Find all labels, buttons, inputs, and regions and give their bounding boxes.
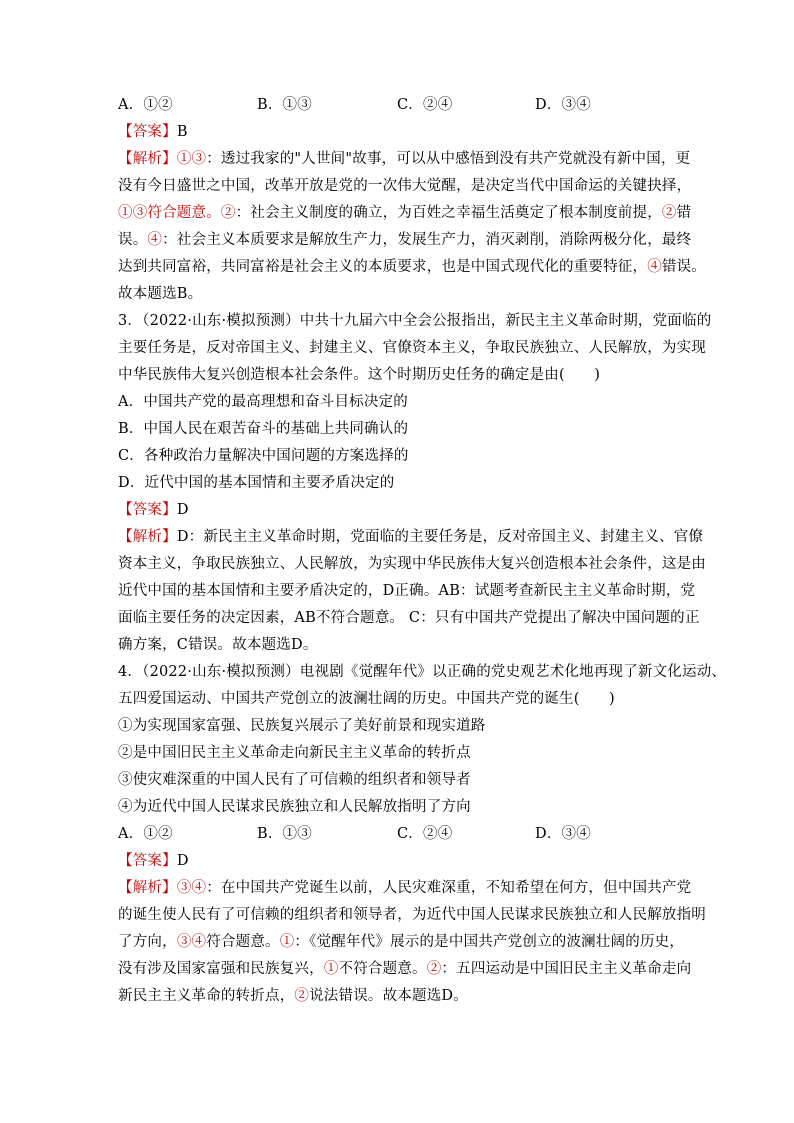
- answer-value: D: [176, 502, 189, 518]
- highlight-run: ②: [294, 988, 310, 1004]
- text-run: 没有涉及国家富强和民族复兴，: [118, 961, 324, 977]
- analysis-line: [118, 902, 706, 929]
- q3-stem-line: 3．（2022·山东·模拟预测）中共十九届六中全会公报指出，新民主主义革命时期，党面临的: [118, 313, 712, 329]
- q4-analysis: [118, 875, 706, 1010]
- q3-answer: [118, 497, 678, 524]
- text-run: 错: [676, 205, 692, 221]
- analysis-line: [118, 227, 692, 254]
- text-run: 近代中国的基本国情和主要矛盾决定的，D正确。AB：试题考查新民主主义革命时期，党: [118, 583, 696, 599]
- highlight-run: ①③符合题意。: [118, 205, 221, 221]
- text-run: 新民主主义革命的转折点，: [118, 988, 295, 1004]
- analysis-line: [118, 956, 692, 983]
- q2-analysis: [118, 146, 707, 308]
- q4-option-a: A．①②: [118, 826, 173, 842]
- analysis-line: [118, 254, 707, 281]
- text-run: 不符合题意。: [338, 961, 427, 977]
- text-run: ：社会主义本质要求是解放生产力，发展生产力，消灭剥削，消除两极分化，最终: [162, 232, 692, 248]
- text-run: ：在中国共产党诞生以前，人民灾难深重，不知希望在何方，但中国共产党: [206, 880, 692, 896]
- q2-answer: [118, 119, 678, 146]
- analysis-line: [118, 983, 678, 1010]
- text-run: ：《觉醒年代》展示的是中国共产党创立的波澜壮阔的历史，: [294, 934, 685, 950]
- analysis-line: [118, 578, 696, 605]
- text-run: D：新民主主义革命时期，党面临的主要任务是，反对帝国主义、封建主义、官僚: [176, 529, 704, 545]
- highlight-run: ②: [220, 205, 236, 221]
- q4-options-row: [118, 821, 678, 848]
- text-run: 误。: [118, 232, 148, 248]
- q4-item-2: ②是中国旧民主主义革命走向新民主主义革命的转折点: [118, 745, 471, 761]
- highlight-run: ①: [279, 934, 295, 950]
- q3-stem-line: 中华民族伟大复兴创造根本社会条件。这个时期历史任务的确定是由( ): [118, 367, 601, 383]
- q4-option-b: B．①③: [257, 826, 312, 842]
- q3-analysis: [118, 524, 706, 659]
- q3-stem-line: 主要任务是，反对帝国主义、封建主义、官僚资本主义，争取民族独立、人民解放，为实现: [118, 340, 706, 356]
- answer-label: 【答案】: [118, 124, 177, 140]
- q2-option-b: B．①③: [257, 97, 312, 113]
- answer-value: B: [176, 124, 188, 140]
- analysis-line: [118, 173, 692, 200]
- analysis-line: [118, 632, 678, 659]
- analysis-label: 【解析】: [118, 880, 177, 896]
- q4-answer: [118, 848, 678, 875]
- q2-option-c: C．②④: [397, 97, 453, 113]
- analysis-line: [118, 200, 692, 227]
- highlight-run: ①: [323, 961, 339, 977]
- analysis-line: [118, 146, 691, 173]
- analysis-line: [118, 524, 704, 551]
- text-run: ：社会主义制度的确立，为百姓之幸福生活奠定了根本制度前提，: [235, 205, 662, 221]
- analysis-line: [118, 875, 692, 902]
- q2-options-row: [118, 92, 678, 119]
- text-run: 符合题意。: [206, 934, 280, 950]
- text-run: 面临主要任务的决定因素，AB不符合题意。 C：只有中国共产党提出了解决中国问题的正: [118, 610, 700, 626]
- q3-choice-c: C．各种政治力量解决中国问题的方案选择的: [118, 448, 409, 464]
- q3-choice-d: D．近代中国的基本国情和主要矛盾决定的: [118, 475, 395, 491]
- analysis-line: [118, 551, 706, 578]
- q4-stem-line: 五四爱国运动、中国共产党创立的波澜壮阔的历史。中国共产党的诞生( ): [118, 691, 615, 707]
- analysis-line: [118, 281, 678, 308]
- q3-choice-b: B．中国人民在艰苦奋斗的基础上共同确认的: [118, 421, 409, 437]
- highlight-run: ③④: [176, 880, 207, 896]
- answer-label: 【答案】: [118, 502, 177, 518]
- analysis-line: [118, 929, 685, 956]
- highlight-run: ③④: [176, 934, 207, 950]
- q4-option-d: D．③④: [535, 826, 591, 842]
- analysis-label: 【解析】: [118, 151, 177, 167]
- text-run: 的诞生使人民有了可信赖的组织者和领导者，为近代中国人民谋求民族独立和人民解放指明: [118, 907, 706, 923]
- highlight-run: ②: [426, 961, 442, 977]
- highlight-run: ④: [147, 232, 163, 248]
- q4-stem-line: 4．（2022·山东·模拟预测）电视剧《觉醒年代》以正确的党史观艺术化地再现了新文化运动、: [118, 664, 727, 680]
- q2-option-a: A．①②: [118, 97, 173, 113]
- analysis-label: 【解析】: [118, 529, 177, 545]
- analysis-line: [118, 605, 700, 632]
- text-run: 说法错误。故本题选D。: [309, 988, 468, 1004]
- q3-choice-a: A．中国共产党的最高理想和奋斗目标决定的: [118, 394, 408, 410]
- text-run: 错误。: [661, 259, 707, 275]
- text-run: ：透过我家的"人世间"故事，可以从中感悟到没有共产党就没有新中国，更: [206, 151, 691, 167]
- text-run: 了方向，: [118, 934, 177, 950]
- q4-item-3: ③使灾难深重的中国人民有了可信赖的组织者和领导者: [118, 772, 471, 788]
- q4-item-1: ①为实现国家富强、民族复兴展示了美好前景和现实道路: [118, 718, 486, 734]
- text-run: 确方案，C错误。故本题选D。: [118, 637, 318, 653]
- answer-label: 【答案】: [118, 853, 177, 869]
- highlight-run: ②: [661, 205, 677, 221]
- highlight-run: ①③: [176, 151, 207, 167]
- document-page: [118, 92, 727, 1010]
- highlight-run: ④: [647, 259, 662, 275]
- answer-value: D: [176, 853, 189, 869]
- text-run: 资本主义，争取民族独立、人民解放，为实现中华民族伟大复兴创造根本社会条件，这是由: [118, 556, 706, 572]
- q4-option-c: C．②④: [397, 826, 453, 842]
- q4-item-4: ④为近代中国人民谋求民族独立和人民解放指明了方向: [118, 799, 471, 815]
- text-run: 故本题选B。: [118, 286, 203, 302]
- text-run: ：五四运动是中国旧民主主义革命走向: [441, 961, 692, 977]
- q2-option-d: D．③④: [535, 97, 591, 113]
- text-run: 达到共同富裕，共同富裕是社会主义的本质要求，也是中国式现代化的重要特征，: [118, 259, 648, 275]
- text-run: 没有今日盛世之中国，改革开放是党的一次伟大觉醒，是决定当代中国命运的关键抉择，: [118, 178, 692, 194]
